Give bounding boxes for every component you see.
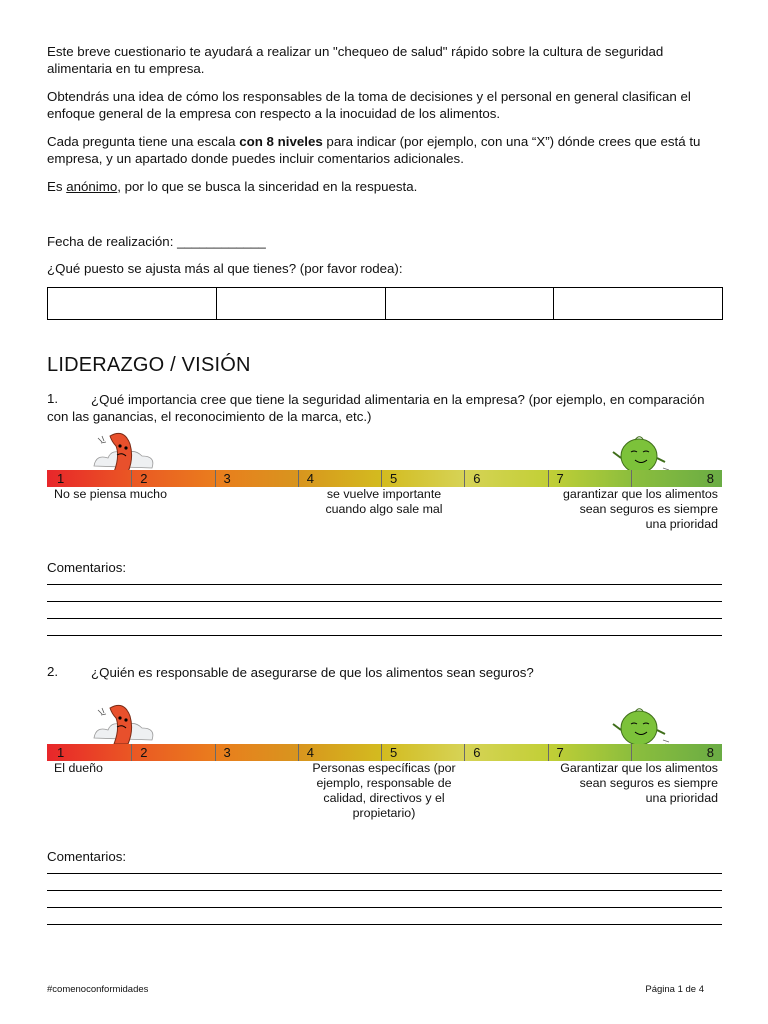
scale-level-5[interactable]: 5 [382, 744, 465, 761]
intro-p3-text: Cada pregunta tiene una escala [47, 134, 240, 149]
question-1-number: 1. [47, 391, 59, 406]
scale-level-8[interactable]: 8 [632, 470, 722, 487]
rating-scale-q1 [47, 470, 722, 487]
intro-paragraph-3 [47, 133, 727, 167]
comment-line[interactable] [47, 635, 722, 636]
scale-low-label: El dueño [54, 761, 103, 775]
intro-p3-bold: con 8 niveles [239, 134, 323, 149]
scale-low-label: No se piensa mucho [54, 487, 167, 501]
scale-mid-label: se vuelve importante cuando algo sale mal [325, 487, 443, 516]
scale-level-2[interactable]: 2 [132, 744, 215, 761]
intro-p3-text-end: para indicar (por ejemplo, con una “X”) dónde crees que está tu empresa, y un apartado donde puedes incluir comentarios adicionales. [47, 134, 701, 166]
position-option-cell[interactable] [385, 288, 554, 320]
intro-paragraph-1: Este breve cuestionario te ayudará a realizar un "chequeo de salud" rápido sobre la cultura de seguridad alimentaria en tu empresa. [47, 44, 664, 76]
comment-line[interactable] [47, 890, 722, 891]
comments-label-q1: Comentarios: [47, 560, 127, 575]
comment-lines-q2[interactable] [47, 873, 722, 941]
scale-high-label: garantizar que los alimentos sean seguros es siempre una prioridad [563, 487, 718, 531]
comment-line[interactable] [47, 924, 722, 925]
comment-line[interactable] [47, 601, 722, 602]
question-2-text: ¿Quién es responsable de asegurarse de que los alimentos sean seguros? [91, 665, 534, 680]
intro-p4-text: Es [47, 179, 67, 194]
comment-line[interactable] [47, 873, 722, 874]
question-1-text: ¿Qué importancia cree que tiene la seguridad alimentaria en la empresa? (por ejemplo, en comparación con las ganancias, el reconocimiento de la marca, etc.) [47, 392, 705, 424]
scale-level-6[interactable]: 6 [465, 744, 548, 761]
anonymous-underlined: anónimo [66, 179, 118, 194]
footer-page-number: Página 1 de 4 [645, 984, 704, 995]
question-2-number: 2. [47, 664, 59, 679]
angry-sausage-mascot-icon [90, 430, 160, 474]
footer-hashtag: #comenoconformidades [47, 984, 149, 995]
scale-level-8[interactable]: 8 [632, 744, 722, 761]
comment-lines-q1[interactable] [47, 584, 722, 652]
scale-high-label: Garantizar que los alimentos sean seguros es siempre una prioridad [560, 761, 718, 805]
scale-level-1[interactable]: 1 [47, 470, 132, 487]
scale-level-6[interactable]: 6 [465, 470, 548, 487]
scale-level-4[interactable]: 4 [299, 470, 382, 487]
scale-level-3[interactable]: 3 [216, 744, 299, 761]
comment-line[interactable] [47, 907, 722, 908]
comment-line[interactable] [47, 618, 722, 619]
comment-line[interactable] [47, 584, 722, 585]
rating-scale-q2 [47, 744, 722, 761]
intro-paragraph-4 [47, 178, 727, 195]
angry-sausage-mascot-icon [90, 702, 160, 746]
scale-level-3[interactable]: 3 [216, 470, 299, 487]
scale-level-4[interactable]: 4 [299, 744, 382, 761]
position-option-cell[interactable] [48, 288, 217, 320]
position-option-cell[interactable] [216, 288, 385, 320]
section-title: LIDERAZGO / VISIÓN [47, 354, 251, 376]
intro-p4-text-end: , por lo que se busca la sinceridad en la respuesta. [117, 179, 418, 194]
happy-lime-mascot-icon [605, 704, 675, 748]
position-question: ¿Qué puesto se ajusta más al que tienes? (por favor rodea): [47, 261, 403, 276]
intro-paragraph-2: Obtendrás una idea de cómo los responsables de la toma de decisiones y el personal en general clasifican el enfoque general de la empresa con respecto a la inocuidad de los alimentos. [47, 89, 691, 121]
scale-level-5[interactable]: 5 [382, 470, 465, 487]
position-options-table [47, 287, 723, 320]
scale-level-7[interactable]: 7 [549, 470, 632, 487]
date-field-label[interactable]: Fecha de realización: ____________ [47, 234, 266, 249]
scale-mid-label: Personas específicas (por ejemplo, responsable de calidad, directivos y el propietario) [312, 761, 456, 820]
scale-level-2[interactable]: 2 [132, 470, 215, 487]
scale-level-7[interactable]: 7 [549, 744, 632, 761]
position-option-cell[interactable] [554, 288, 723, 320]
comments-label-q2: Comentarios: [47, 849, 127, 864]
scale-level-1[interactable]: 1 [47, 744, 132, 761]
